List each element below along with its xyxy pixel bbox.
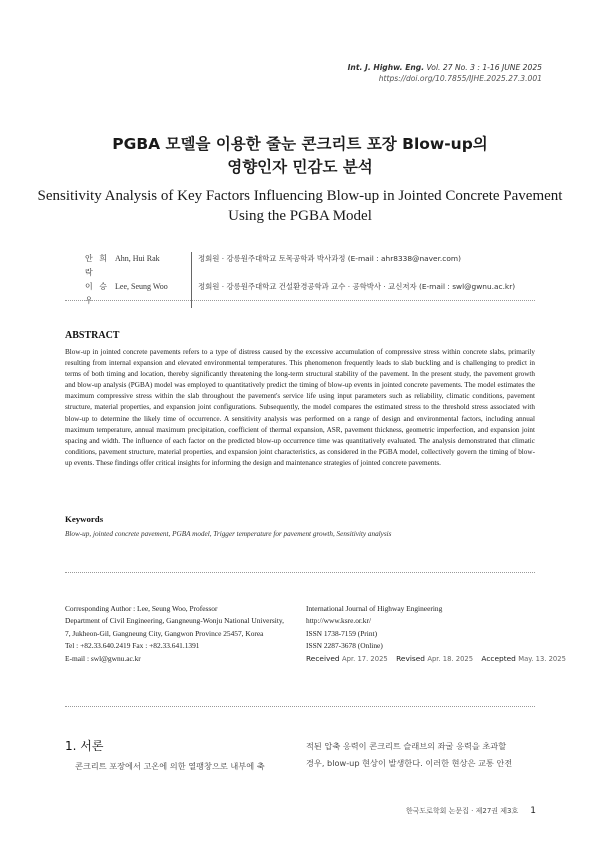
revised-date: Apr. 18. 2025 [427,654,474,663]
author-affiliation: 정회원 · 강릉원주대학교 건설환경공학과 교수 · 공학박사 · 교신저자 (E-mail : swl@gwnu.ac.kr) [198,282,516,291]
author-name-en: Lee, Seung Woo [115,282,168,291]
corr-line: 7, Jukheon-Gil, Gangneung City, Gangwon Province 25457, Korea [65,628,264,638]
author-divider [191,280,192,308]
body-text-right [306,738,536,772]
abstract-heading: ABSTRACT [65,330,120,341]
corr-line: Tel : +82.33.640.2419 Fax : +82.33.641.1391 [65,641,200,651]
journal-name: Int. J. Highw. Eng. [347,63,425,72]
title-english-line2: Using the PGBA Model [228,208,372,224]
section-heading: 1. 서론 [65,739,104,753]
corr-line: Department of Civil Engineering, Gangneung-Wonju National University, [65,616,284,626]
body-line: 적된 압축 응력이 콘크리트 슬래브의 좌굴 응력을 초과할 [306,741,507,751]
journal-url[interactable]: http://www.ksre.or.kr/ [306,616,372,626]
journal-info-block [306,603,572,665]
page-number: 1 [530,806,536,816]
title-english-line1: Sensitivity Analysis of Key Factors Influencing Blow-up in Jointed Concrete Pavement [37,188,563,204]
divider-middle [65,572,535,573]
divider-top [65,300,535,301]
page-footer [406,806,536,816]
body-line: 경우, blow-up 현상이 발생한다. 이러한 현상은 교통 안전 [306,758,513,768]
author-name-ko: 안 희 락 [85,254,109,277]
journal-info-line: International Journal of Highway Engineering [306,604,443,613]
title-korean-line2: 영향인자 민감도 분석 [227,158,373,176]
title-korean-line1: PGBA 모델을 이용한 줄눈 콘크리트 포장 Blow-up의 [112,135,488,153]
journal-header [348,62,542,84]
issn-print: ISSN 1738-7159 (Print) [306,628,378,638]
issn-online: ISSN 2287-3678 (Online) [306,641,383,651]
corr-email: E-mail : swl@gwnu.ac.kr [65,653,141,663]
received-label: Received [306,653,340,663]
footer-journal: 한국도로학회 논문집 · 제27권 제3호 [405,807,519,815]
corr-line: Corresponding Author : Lee, Seung Woo, Professor [65,604,218,613]
keywords-text: Blow-up, jointed concrete pavement, PGBA model, Trigger temperature for pavement growth, Sensitivity analysis [65,530,392,538]
correspondence-block [65,603,284,665]
accepted-label: Accepted [481,653,516,663]
accepted-date: May. 13. 2025 [518,654,566,663]
divider-bottom [65,706,535,707]
doi-link[interactable]: https://doi.org/10.7855/IJHE.2025.27.3.001 [378,74,542,83]
volume-info: Vol. 27 No. 3 : 1-16 JUNE 2025 [426,63,542,72]
revised-label: Revised [396,653,425,663]
author-row [85,280,515,308]
author-name-en: Ahn, Hui Rak [115,254,160,263]
title-korean [0,133,600,179]
title-english [0,186,600,226]
received-date: Apr. 17. 2025 [342,654,388,663]
author-name-ko: 이 승 우 [85,282,109,305]
author-divider [191,252,192,280]
abstract-text: Blow-up in jointed concrete pavements refers to a type of distress caused by the excessive accumulation of compressive stress within concrete slabs, primarily resulting from internal expansion and elevated environmental temperatures. This phenomenon frequently leads to slab buckling and is challenging to predict in terms of both timing and location, thereby significantly threatening the long-term structural stability of the pavement. In the present study, the pavement growth and blow-up analysis (PGBA) model was employed to quantitatively predict the timing of blow-up events in jointed concrete pavements. The model estimates the maximum compressive stress within the slab throughout the pavement's service life using input parameters such as reliability, climatic conditions, pavement structure, material properties, and expansion joint configurations. Subsequently, the model compares the estimated stress to the threshold stress associated with blow-up to determine the likely time of occurrence. A sensitivity analysis was performed on a range of design and environmental factors, including annual maximum temperature, annual maximum precipitation, coefficient of thermal expansion, ASR, pavement thickness, geometric imperfection, and expansion joint spacing and width. The influence of each factor on the predicted blow-up occurrence time was quantitatively evaluated. The analysis demonstrated that climatic conditions, pavement structure, material properties, and expansion joint characteristics, as considered in the PGBA model, collectively govern the timing of blow-up events. These findings offer critical insights for informing the design and maintenance strategies of jointed concrete pavements. [65,348,535,467]
body-text-left: 콘크리트 포장에서 고온에 의한 열팽창으로 내부에 축 [75,761,265,771]
date-line [306,653,572,665]
keywords-heading: Keywords [65,514,104,524]
author-affiliation: 정회원 · 강릉원주대학교 토목공학과 박사과정 (E-mail : ahr8338@naver.com) [198,254,461,263]
author-row [85,252,515,280]
